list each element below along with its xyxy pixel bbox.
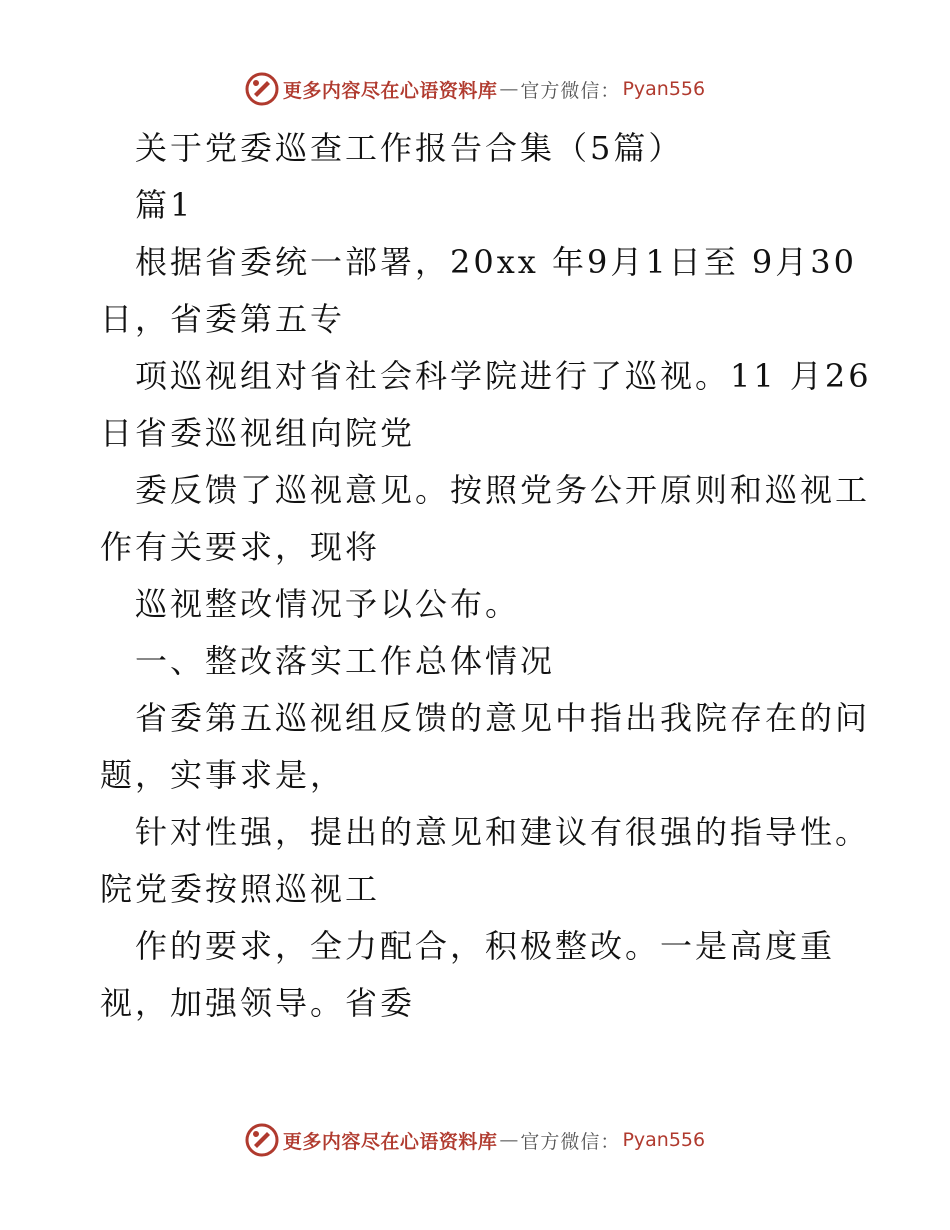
- document-body: [100, 120, 872, 1032]
- watermark-official-label: 官方微信：: [520, 1130, 621, 1153]
- doc-line: 视，加强领导。省委: [100, 984, 416, 1022]
- doc-line: 根据省委统一部署，20xx 年9月1日至 9月30: [135, 243, 857, 281]
- doc-line: 日，省委第五专: [100, 300, 346, 338]
- shield-logo-icon: [245, 1123, 279, 1157]
- doc-line: 作有关要求，现将: [100, 528, 381, 566]
- doc-line: 题，实事求是，: [100, 756, 346, 794]
- watermark-official-label: 官方微信：: [520, 79, 621, 102]
- doc-line: 巡视整改情况予以公布。: [135, 585, 521, 623]
- watermark-separator: —: [499, 1129, 519, 1151]
- header-watermark: [0, 72, 950, 106]
- doc-line: 院党委按照巡视工: [100, 870, 381, 908]
- doc-line: 省委第五巡视组反馈的意见中指出我院存在的问: [135, 699, 871, 737]
- doc-line: 关于党委巡查工作报告合集（5篇）: [135, 129, 684, 167]
- shield-logo-icon: [245, 72, 279, 106]
- watermark-separator: —: [499, 78, 519, 100]
- doc-line: 篇1: [135, 186, 194, 224]
- watermark-wechat-id: Pyan556: [622, 1129, 706, 1151]
- watermark-wechat-id: Pyan556: [622, 78, 706, 100]
- watermark-main-text: 更多内容尽在心语资料库: [282, 79, 498, 102]
- doc-line: 委反馈了巡视意见。按照党务公开原则和巡视工: [135, 471, 871, 509]
- doc-line: 一、整改落实工作总体情况: [135, 642, 556, 680]
- doc-line: 日省委巡视组向院党: [100, 414, 416, 452]
- doc-line: 项巡视组对省社会科学院进行了巡视。11 月26: [135, 357, 872, 395]
- doc-line: 针对性强，提出的意见和建议有很强的指导性。: [135, 813, 871, 851]
- footer-watermark: [0, 1123, 950, 1157]
- doc-line: 作的要求，全力配合，积极整改。一是高度重: [135, 927, 836, 965]
- watermark-main-text: 更多内容尽在心语资料库: [282, 1130, 498, 1153]
